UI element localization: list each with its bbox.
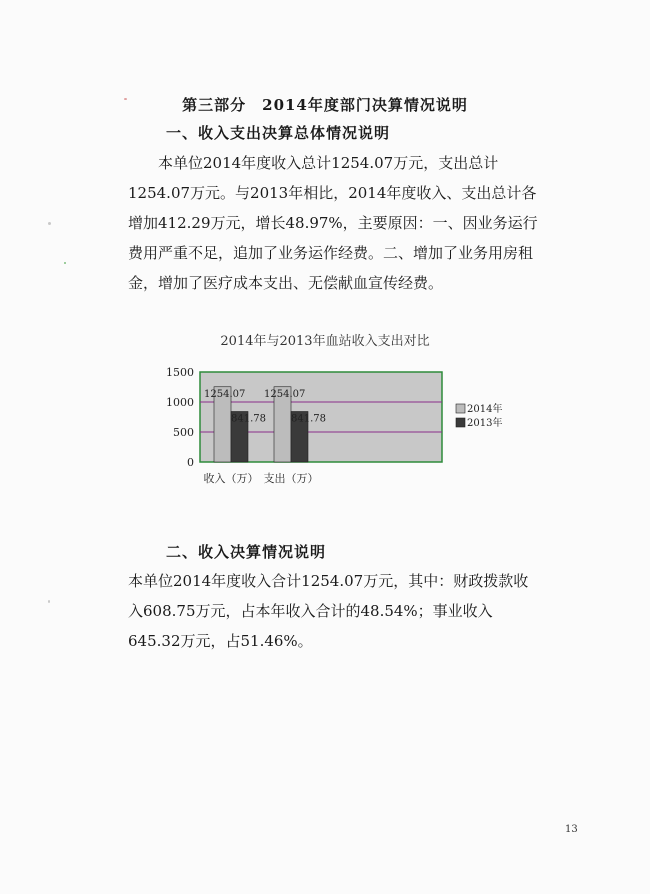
y-tick-label: 500 bbox=[173, 426, 194, 439]
legend-swatch bbox=[456, 404, 465, 413]
part-title: 第三部分 2014年度部门决算情况说明 bbox=[182, 96, 468, 114]
legend-label: 2013年 bbox=[467, 418, 503, 429]
data-label: 841.78 bbox=[291, 413, 326, 425]
section-1-title: 一、收入支出决算总体情况说明 bbox=[166, 124, 391, 142]
data-label: 1254.07 bbox=[264, 388, 306, 400]
legend-swatch bbox=[456, 418, 465, 427]
scan-speck bbox=[64, 262, 66, 264]
legend-label: 2014年 bbox=[467, 404, 503, 415]
y-tick-label: 1000 bbox=[166, 396, 194, 409]
chart-title: 2014年与2013年血站收入支出对比 bbox=[220, 334, 430, 349]
y-tick-label: 1500 bbox=[166, 366, 194, 379]
scan-speck bbox=[48, 222, 51, 225]
x-tick-label: 收入（万） bbox=[203, 472, 259, 485]
y-tick-label: 0 bbox=[187, 456, 194, 469]
x-tick-label: 支出（万） bbox=[263, 472, 319, 485]
section-2-title: 二、收入决算情况说明 bbox=[166, 543, 327, 561]
data-label: 841.78 bbox=[231, 413, 266, 425]
scan-speck bbox=[124, 98, 127, 100]
data-label: 1254.07 bbox=[204, 388, 246, 400]
section-2-paragraph: 本单位2014年度收入合计1254.07万元，其中：财政拨款收入608.75万元，占本年收入合计的48.54%；事业收入645.32万元，占51.46%。 bbox=[128, 572, 529, 650]
section-1-paragraph: 本单位2014年度收入总计1254.07万元，支出总计1254.07万元。与2013年相比，2014年度收入、支出总计各增加412.29万元，增长48.97%，主要原因：一、因业务运行费用严重不足，追加了业务运作经费。二、增加了业务用房租金，增加了医疗成本支出、无偿献血宣传经费。 bbox=[128, 154, 538, 292]
scan-speck bbox=[48, 600, 50, 603]
bar-chart bbox=[160, 362, 520, 492]
page-number: 13 bbox=[565, 824, 578, 835]
